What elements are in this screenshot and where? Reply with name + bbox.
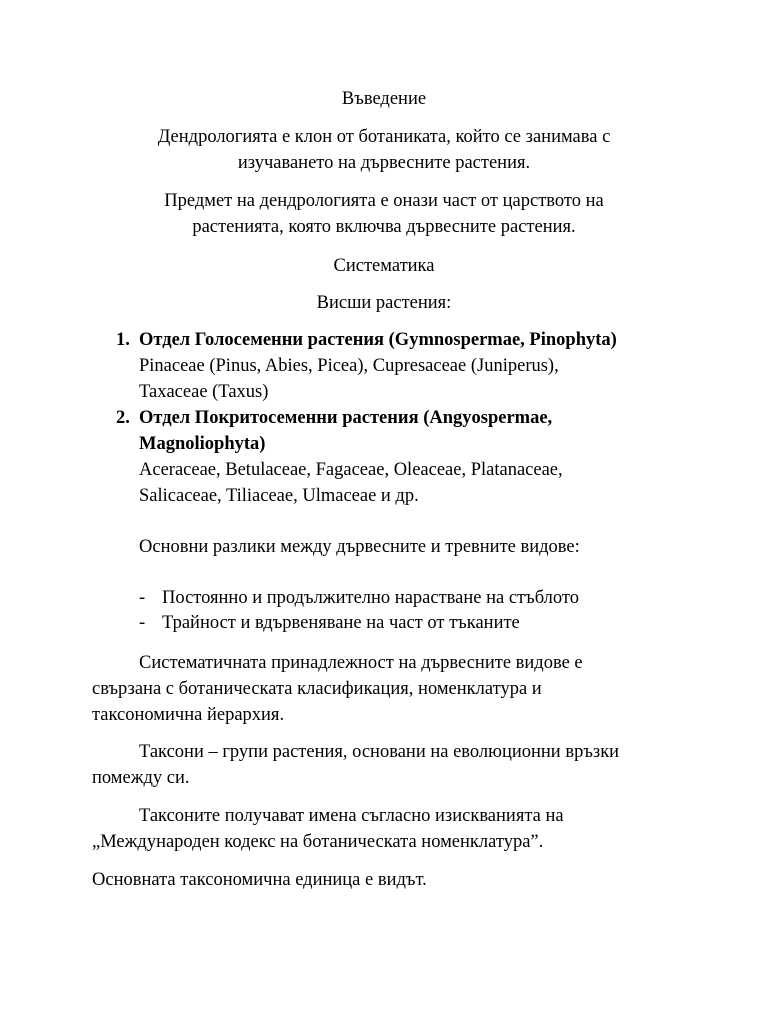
division-families: Taxaceae (Taxus) (139, 382, 269, 402)
list-item: Трайност и вдървеняване на част от тъканите (162, 613, 520, 633)
division-number: 2. (116, 408, 130, 428)
subject-line-2: растенията, която включва дървесните растения. (192, 217, 576, 237)
list-bullet: - (139, 588, 146, 608)
paragraph-line: Систематичната принадлежност на дървесните видове е (139, 653, 583, 673)
paragraph-line: Таксони – групи растения, основани на еволюционни връзки (139, 742, 620, 762)
differences-heading: Основни разлики между дървесните и тревните видове: (139, 537, 580, 557)
paragraph-line: таксономична йерархия. (92, 705, 285, 725)
paragraph-line: Основната таксономична единица е видът. (92, 870, 427, 890)
division-title: Отдел Голосеменни растения (Gymnospermae, Pinophyta) (139, 330, 617, 350)
paragraph-line: свързана с ботаническата класификация, номенклатура и (92, 679, 542, 699)
division-title: Отдел Покритосеменни растения (Angyospermae, (139, 408, 553, 428)
subject-line-1: Предмет на дендрологията е онази част от царството на (164, 191, 604, 211)
paragraph-line: „Международен кодекс на ботаническата номенклатура”. (92, 832, 544, 852)
paragraph-line: Таксоните получават имена съгласно изискванията на (139, 806, 564, 826)
list-item: Постоянно и продължително нарастване на стъблото (162, 588, 579, 608)
paragraph-line: помежду си. (92, 768, 190, 788)
list-bullet: - (139, 613, 146, 633)
intro-line-1: Дендрологията е клон от ботаниката, който се занимава с (157, 127, 611, 147)
division-families: Pinaceae (Pinus, Abies, Picea), Cupresaceae (Juniperus), (139, 356, 559, 376)
systematics-heading: Систематика (333, 256, 435, 276)
division-title: Magnoliophyta) (139, 434, 266, 454)
division-number: 1. (116, 330, 130, 350)
intro-line-2: изучаването на дървесните растения. (237, 153, 531, 173)
higher-plants-heading: Висши растения: (316, 293, 452, 313)
title: Въведение (341, 89, 427, 109)
division-families: Aceraceae, Betulaceae, Fagaceae, Oleaceae, Platanaceae, (139, 460, 563, 480)
division-families: Salicaceae, Tiliaceae, Ulmaceae и др. (139, 486, 419, 506)
